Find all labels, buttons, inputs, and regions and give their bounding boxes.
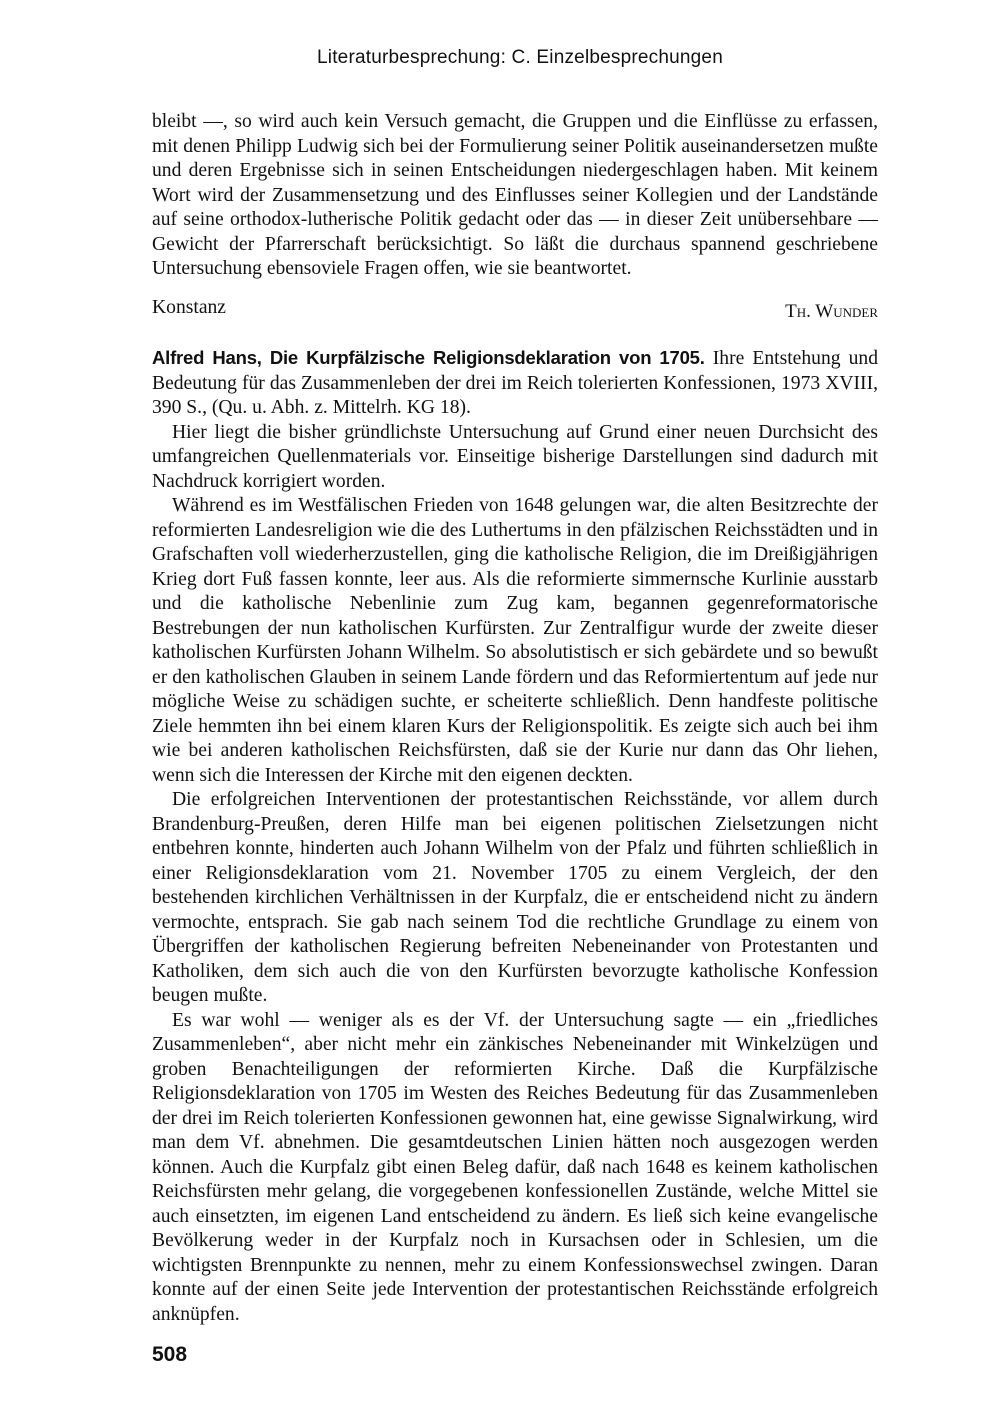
reviewer-name: Th. Wunder [785, 301, 878, 322]
review-bibliographic-info: Ihre Entstehung und Bedeutung für das Zusammenleben der drei im Reich tolerierten Konfessionen, 1973 XVIII, 390 S., (Qu. u. Abh. z. Mittelrh. KG 18). [152, 348, 878, 418]
review-title: Alfred Hans, Die Kurpfälzische Religionsdeklaration von 1705. [152, 347, 705, 368]
previous-review-paragraph: bleibt —, so wird auch kein Versuch gemacht, die Gruppen und die Einflüsse zu erfassen, mit denen Philipp Ludwig sich bei der Formulierung seiner Politik auseinandersetzen mußte und deren Ergebnisse sich in seinen Entscheidungen niedergeschlagen haben. Mit keinem Wort wird der Zusammensetzung und des Einflusses seiner Kollegien und der Landstände auf seine orthodox-lutherische Politik gedacht oder das — in dieser Zeit unübersehbare — Gewicht der Pfarrerschaft berücksichtigt. So läßt die durchaus spannend geschriebene Untersuchung ebensoviele Fragen offen, wie sie beantwortet. [152, 111, 878, 279]
review-paragraph: Es war wohl — weniger als es der Vf. der Untersuchung sagte — ein „friedliches Zusammenleben“, aber nicht mehr ein zänkisches Nebeneinander mit Winkelzügen und groben Benachteiligungen der reformierten Kirche. Daß die Kurpfälzische Religionsdeklaration von 1705 im Westen des Reiches Bedeutung für das Zusammenleben der drei im Reich tolerierten Konfessionen gewonnen hat, eine gewisse Signalwirkung, wird man dem Vf. abnehmen. Die gesamtdeutschen Linien hätten noch ausgezogen werden können. Auch die Kurpfalz gibt einen Beleg dafür, daß nach 1648 es keinem katholischen Reichsfürsten mehr gelang, die vorgegebenen konfessionellen Zustände, welche Mittel sie auch einsetzten, im eigenen Land entscheidend zu ändern. Es ließ sich keine evangelische Bevölkerung weder in der Kurpfalz noch in Kursachsen oder in Schlesien, um die wichtigsten Brennpunkte zu nennen, mehr zu einem Konfessionswechsel zwingen. Daran konnte auf der einen Seite jede Intervention der protestantischen Reichsstände erfolgreich anknüpfen. [152, 1009, 878, 1325]
review-paragraph: Hier liegt die bisher gründlichste Untersuchung auf Grund einer neuen Durchsicht des umfangreichen Quellenmaterials vor. Einseitige bisherige Darstellungen sind dadurch mit Nachdruck korrigiert worden. [152, 421, 878, 492]
review-body [152, 346, 878, 1327]
page-number: 508 [152, 1343, 188, 1366]
reviewer-place: Konstanz [152, 297, 227, 318]
review-heading [152, 346, 878, 421]
review-paragraph: Die erfolgreichen Interventionen der protestantischen Reichsstände, vor allem durch Brandenburg-Preußen, deren Hilfe man bei eigenen politischen Zielsetzungen nicht entbehren konnte, hinderten auch Johann Wilhelm von der Pfalz und führten schließlich in einer Religionsdeklaration vom 21. November 1705 zu einem Vergleich, der den bestehenden kirchlichen Verhältnissen in der Kurpfalz, die er entscheidend nicht zu ändern vermochte, entsprach. Sie gab nach seinem Tod die rechtliche Grundlage zu einem von Übergriffen der katholischen Regierung befreiten Nebeneinander von Protestanten und Katholiken, dem sich auch die von den Kurfürsten bevorzugte katholische Konfession beugen mußte. [152, 789, 878, 1006]
reviewer-signature [152, 297, 878, 327]
previous-review-conclusion [152, 110, 878, 282]
running-head: Literaturbesprechung: C. Einzelbesprechungen [317, 47, 723, 68]
review-paragraph: Während es im Westfälischen Frieden von 1648 gelungen war, die alten Besitzrechte der reformierten Landesreligion wie die des Luthertums in den pfälzischen Reichsstädten und in Grafschaften voll wiederherzustellen, ging die katholische Religion, die im Dreißigjährigen Krieg dort Fuß fassen konnte, leer aus. Als die reformierte simmernsche Kurlinie ausstarb und die katholische Nebenlinie zum Zug kam, begannen gegenreformatorische Bestrebungen der nun katholischen Kurfürsten. Zur Zentralfigur wurde der zweite dieser katholischen Kurfürsten Johann Wilhelm. So absolutistisch er sich gebärdete und so bewußt er den katholischen Glauben in seinem Lande fördern und das Reformiertentum auf jede nur mögliche Weise zu schädigen suchte, er scheiterte schließlich. Denn handfeste politische Ziele hemmten ihn bei einem klaren Kurs der Religionspolitik. Es zeigte sich auch bei ihm wie bei anderen katholischen Reichsfürsten, daß sie der Kurie nur dann das Ohr liehen, wenn sich die Interessen der Kirche mit den eigenen deckten. [152, 495, 878, 786]
